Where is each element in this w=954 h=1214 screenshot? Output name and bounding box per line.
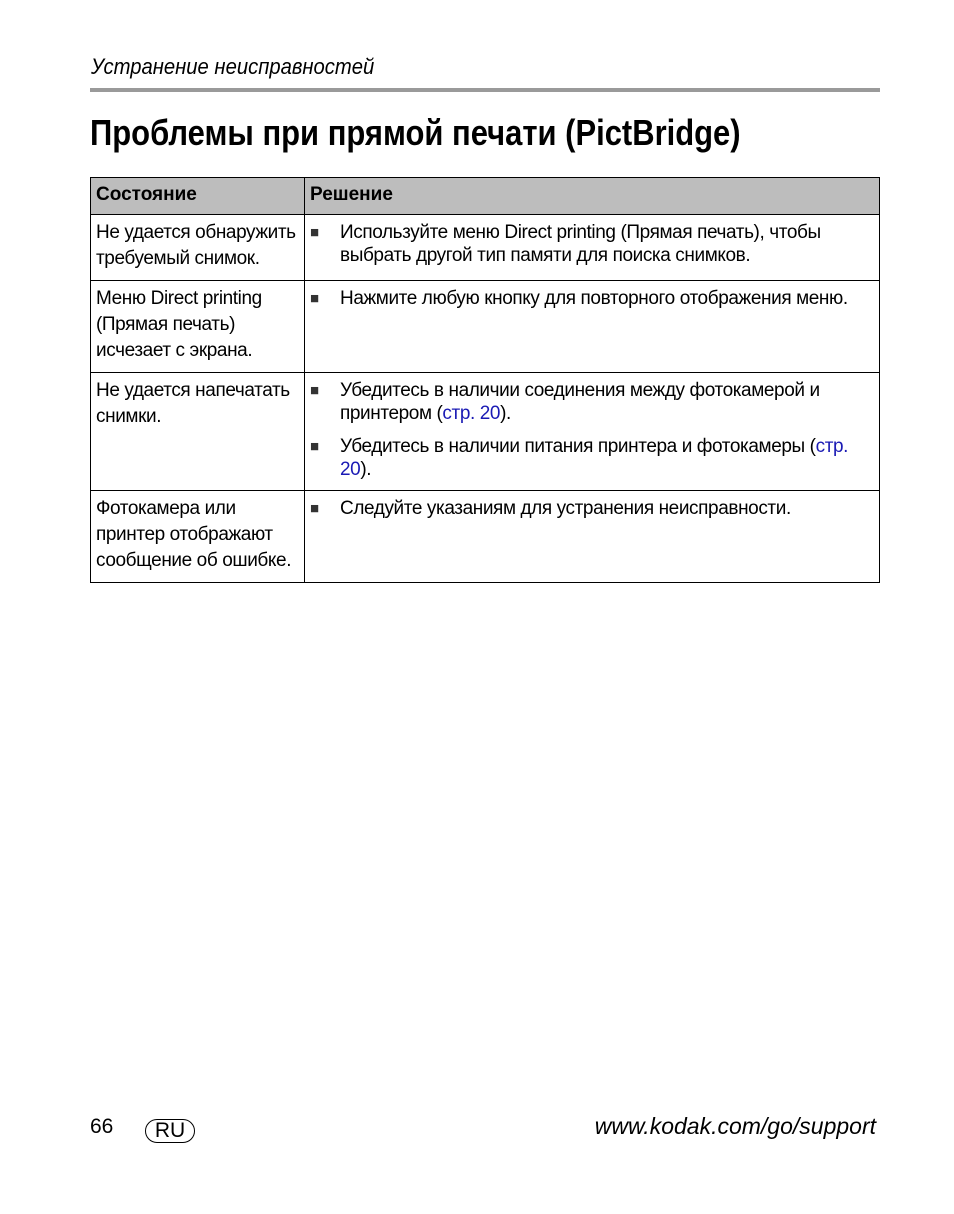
square-bullet-icon: ■ [310, 382, 319, 399]
solution-item [310, 287, 871, 310]
state-text: Меню Direct printing (Прямая печать) исчезает с экрана. [96, 288, 262, 361]
page-reference-link[interactable]: стр. 20 [340, 436, 849, 480]
solution-text: Следуйте указаниям для устранения неисправности. [340, 498, 791, 519]
solution-text [340, 379, 871, 425]
state-cell [91, 373, 305, 491]
solution-text: Нажмите любую кнопку для повторного отображения меню. [340, 288, 848, 309]
table-header-row [91, 178, 880, 215]
table-row [91, 281, 880, 373]
solution-text-end: ). [500, 403, 511, 424]
solution-text-part: Убедитесь в наличии питания принтера и фотокамеры ( [340, 436, 816, 457]
solution-item [310, 379, 871, 425]
troubleshooting-table [90, 177, 880, 583]
column-header-solution: Решение [305, 178, 880, 215]
solution-item [310, 497, 871, 520]
solution-item [310, 435, 871, 481]
solution-text-part: Убедитесь в наличии соединения между фотокамерой и принтером ( [340, 380, 820, 424]
state-cell [91, 281, 305, 373]
state-text: Не удается напечатать снимки. [96, 380, 290, 427]
table-row [91, 491, 880, 583]
page-reference-link[interactable]: стр. 20 [442, 403, 501, 424]
solution-cell [305, 215, 880, 281]
square-bullet-icon: ■ [310, 224, 319, 241]
solution-item [310, 221, 871, 267]
state-cell [91, 491, 305, 583]
square-bullet-icon: ■ [310, 290, 319, 307]
solution-list [305, 373, 879, 489]
column-header-state: Состояние [91, 178, 305, 215]
header-divider [90, 88, 880, 92]
state-text: Не удается обнаружить требуемый снимок. [96, 222, 296, 269]
support-url[interactable]: www.kodak.com/go/support [594, 1113, 876, 1139]
solution-cell [305, 373, 880, 491]
state-text: Фотокамера или принтер отображают сообщение об ошибке. [96, 498, 292, 571]
language-badge: RU [145, 1119, 195, 1143]
solution-list [305, 491, 879, 528]
running-header: Устранение неисправностей [91, 54, 375, 79]
solution-cell [305, 491, 880, 583]
solution-list [305, 215, 879, 275]
solution-text: Используйте меню Direct printing (Прямая печать), чтобы выбрать другой тип памяти для поиска снимков. [340, 222, 821, 266]
solution-text-end: ). [360, 459, 372, 480]
solution-list [305, 281, 879, 318]
solution-cell [305, 281, 880, 373]
square-bullet-icon: ■ [310, 438, 319, 455]
square-bullet-icon: ■ [310, 500, 319, 517]
state-cell [91, 215, 305, 281]
table-row [91, 215, 880, 281]
table-row [91, 373, 880, 491]
solution-text [340, 435, 871, 481]
page-title: Проблемы при прямой печати (PictBridge) [90, 112, 741, 153]
page-number: 66 [90, 1115, 114, 1138]
